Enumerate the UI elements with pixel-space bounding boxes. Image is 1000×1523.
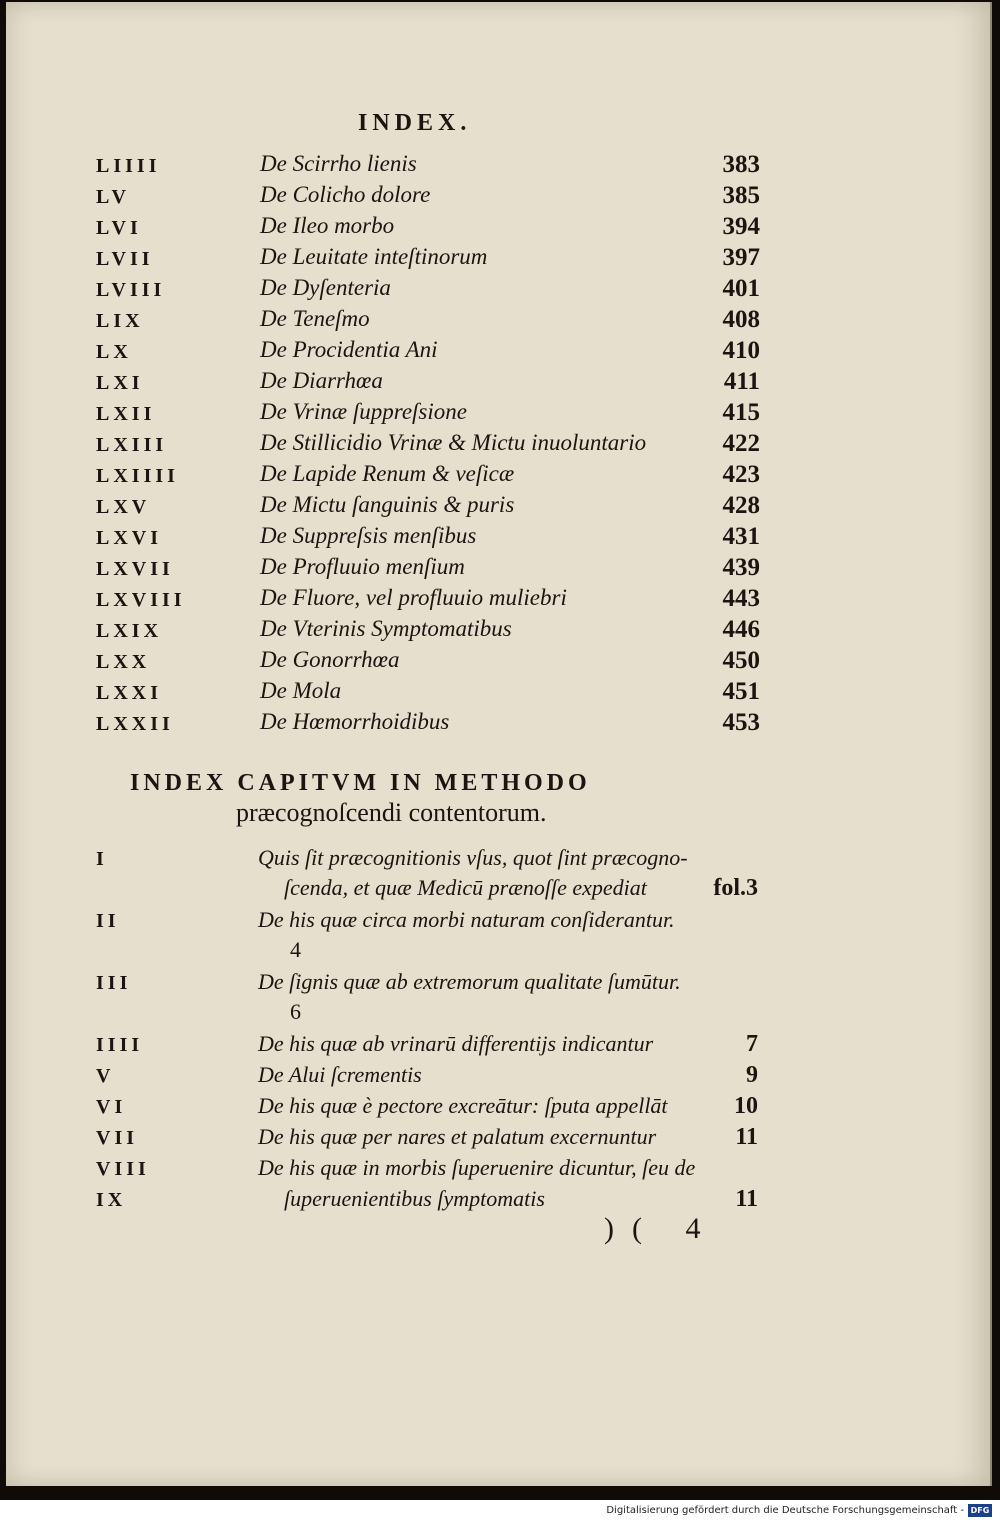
chapter-number: LXI	[96, 372, 144, 394]
index-entry-row	[90, 275, 760, 310]
page-number: 450	[722, 647, 760, 674]
footer-bar	[0, 1500, 1000, 1523]
chapter-number: LXVIII	[96, 589, 186, 611]
chapter-number: II	[96, 910, 120, 932]
chapter-page: 4	[290, 937, 301, 962]
chapter-title: De Fluore, vel profluuio muliebri	[260, 585, 567, 610]
chapter-title-line: De his quæ per nares et palatum excernuntur	[258, 1124, 657, 1149]
chapter-number: IIII	[96, 1034, 144, 1056]
chapter-title	[258, 1091, 758, 1121]
chapter-page: fol.3	[713, 875, 758, 901]
page-number: 446	[722, 616, 760, 643]
chapter-number: LVII	[96, 248, 154, 270]
chapter-number: IX	[96, 1189, 127, 1211]
page-number: 443	[722, 585, 760, 612]
chapter-title-line: De Alui ſcrementis	[258, 1062, 422, 1087]
chapter-title-line: De his quæ circa morbi naturam conſiderantur.	[258, 907, 675, 932]
chapter-title	[258, 1029, 758, 1059]
page-number: 415	[722, 399, 760, 426]
chapter-number: LX	[96, 341, 132, 363]
page-number: 397	[722, 244, 760, 271]
page-number: 439	[722, 554, 760, 581]
page-number: 394	[722, 213, 760, 240]
chapter-number: LXX	[96, 651, 151, 673]
chapter-title: De Suppreſsis menſibus	[260, 523, 477, 548]
chapter-number: III	[96, 972, 132, 994]
chapter-title: De Teneſmo	[260, 306, 370, 331]
signature-mark: )( 4	[604, 1212, 719, 1245]
chapter-title	[258, 905, 758, 965]
funding-note: Digitalisierung gefördert durch die Deutsche Forschungsgemeinschaft -	[606, 1505, 964, 1516]
chapter-title: De Ileo morbo	[260, 213, 395, 238]
running-head: INDEX.	[358, 110, 472, 136]
chapter-number: LXXII	[96, 713, 174, 735]
chapter-number: VI	[96, 1096, 127, 1118]
chapter-title	[258, 1122, 758, 1152]
page-number: 385	[722, 182, 760, 209]
chapter-number: LVIII	[96, 279, 166, 301]
chapter-number: LXIII	[96, 434, 168, 456]
chapter-title: De Dyſenteria	[260, 275, 391, 300]
chapter-page: 11	[735, 1186, 758, 1212]
chapter-title: De Colicho dolore	[260, 182, 431, 207]
chapter-number: LIX	[96, 310, 144, 332]
chapter-number: LXXI	[96, 682, 163, 704]
chapter-title-line: De his quæ ab vrinarū differentijs indicantur	[258, 1031, 654, 1056]
dfg-logo: DFG	[968, 1504, 992, 1517]
chapter-title-line	[258, 873, 758, 903]
page-number: 411	[723, 368, 760, 395]
index-entry-row	[90, 616, 760, 651]
index-entry-row	[90, 182, 760, 217]
chapter-title-line2: ſcenda, et quæ Medicū prænoſſe expediat	[284, 875, 647, 900]
index2-heading: INDEX CAPITVM IN METHODO	[130, 770, 591, 796]
page-number: 423	[722, 461, 760, 488]
chapter-title	[258, 843, 758, 903]
chapter-title-line: De ſignis quæ ab extremorum qualitate ſumūtur.	[258, 969, 681, 994]
index-entry-row	[90, 647, 760, 682]
chapter-number: LXVII	[96, 558, 174, 580]
page-number: 422	[722, 430, 760, 457]
chapter-title: De Stillicidio Vrinæ & Mictu inuoluntario	[260, 430, 647, 455]
index-entry-row	[90, 337, 760, 372]
chapter-title: De Diarrhœa	[260, 368, 383, 393]
chapter-title: De Vterinis Symptomatibus	[260, 616, 512, 641]
chapter-number: LXV	[96, 496, 151, 518]
index-entry-row	[90, 244, 760, 279]
chapter-number: LIIII	[96, 155, 161, 177]
chapter-page: 9	[746, 1062, 758, 1088]
chapter-title	[258, 1184, 758, 1214]
index-entry-row	[90, 709, 760, 744]
chapter-title: De Scirrho lienis	[260, 151, 417, 176]
chapter-page: 7	[746, 1031, 758, 1057]
chapter-title: De Mictu ſanguinis & puris	[260, 492, 515, 517]
page-number: 451	[722, 678, 760, 705]
chapter-number: VIII	[96, 1158, 150, 1180]
chapter-title: De Hœmorrhoidibus	[260, 709, 450, 734]
chapter-page: 10	[734, 1093, 758, 1119]
page-number: 410	[722, 337, 760, 364]
chapter-title: De Leuitate inteſtinorum	[260, 244, 488, 269]
chapter-number: LVI	[96, 217, 142, 239]
chapter-title: De Mola	[260, 678, 342, 703]
chapter-title-line: De his quæ in morbis ſuperuenire dicuntur, ſeu de	[258, 1155, 696, 1180]
chapter-title: De Lapide Renum & veſicæ	[260, 461, 515, 486]
chapter-title: De Gonorrhœa	[260, 647, 400, 672]
chapter-title: De Profluuio menſium	[260, 554, 465, 579]
page-number: 401	[722, 275, 760, 302]
chapter-page: 11	[735, 1124, 758, 1150]
chapter-number: VII	[96, 1127, 139, 1149]
chapter-title	[258, 1153, 758, 1183]
chapter-title	[258, 967, 758, 1027]
chapter-title	[258, 1060, 758, 1090]
page-number: 428	[722, 492, 760, 519]
chapter-title-line: De his quæ è pectore excreātur: ſputa appellāt	[258, 1093, 668, 1118]
chapter-number: LXIIII	[96, 465, 179, 487]
page-number: 431	[722, 523, 760, 550]
chapter-number: LV	[96, 186, 130, 208]
chapter-title: De Vrinæ ſuppreſsione	[260, 399, 467, 424]
chapter-number: LXVI	[96, 527, 163, 549]
index2-subheading: præcognoſcendi contentorum.	[236, 798, 547, 827]
chapter-number: I	[96, 848, 108, 870]
page-number: 383	[722, 151, 760, 178]
chapter-title-line: ſuperuenientibus ſymptomatis	[284, 1186, 545, 1211]
page-number: 453	[722, 709, 760, 736]
page-number: 408	[722, 306, 760, 333]
chapter-number: LXII	[96, 403, 156, 425]
chapter-title-line: Quis ſit præcognitionis vſus, quot ſint præcogno-	[258, 845, 688, 870]
chapter-number: V	[96, 1065, 115, 1087]
chapter-page: 6	[290, 999, 301, 1024]
chapter-number: LXIX	[96, 620, 163, 642]
chapter-title: De Procidentia Ani	[260, 337, 438, 362]
